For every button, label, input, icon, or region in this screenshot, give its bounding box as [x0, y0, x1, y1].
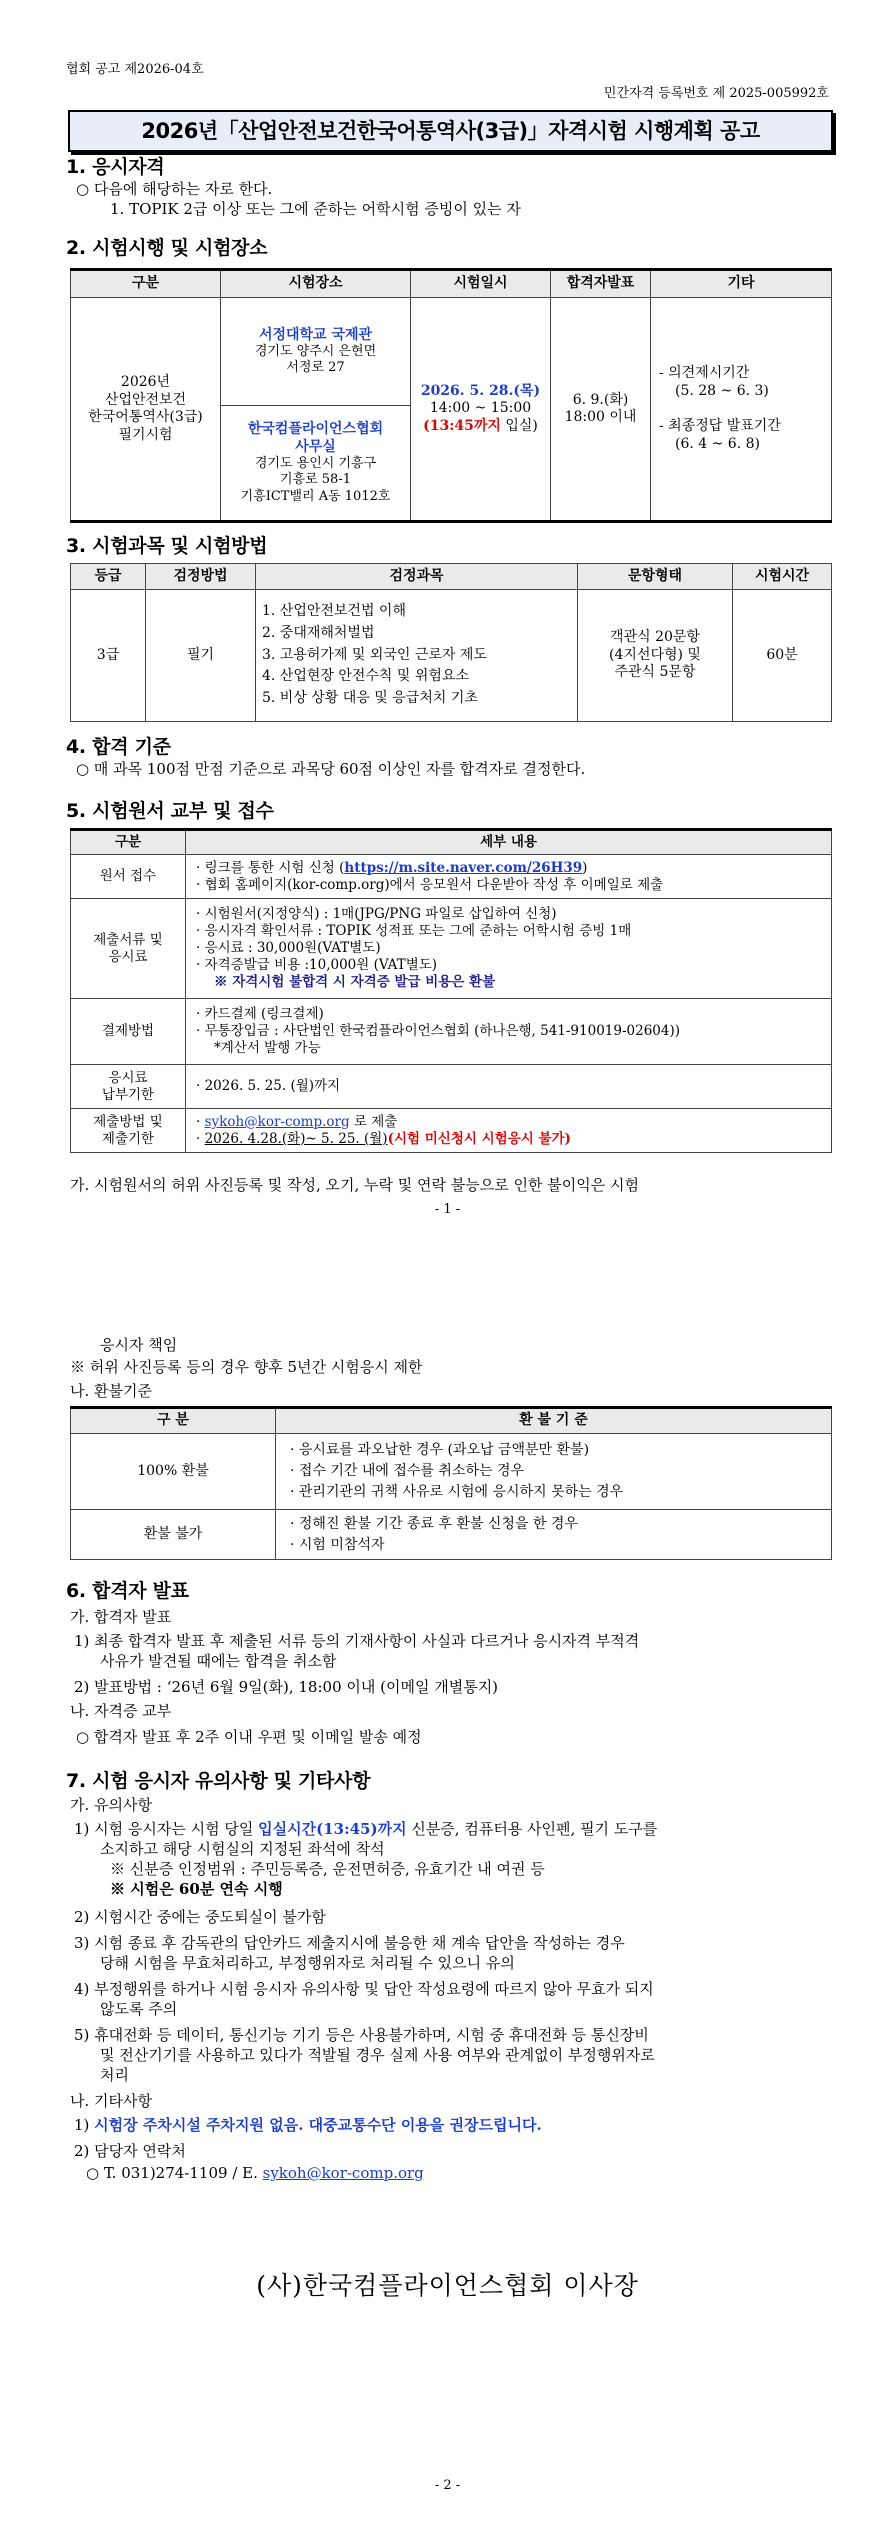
venue-1: 서정대학교 국제관 경기도 양주시 은현면 서정로 27 [221, 298, 411, 406]
r1-label: 원서 접수 [71, 855, 186, 899]
s7-b: 나. 기타사항 [70, 2092, 152, 2110]
s7-i4: 4) 부정행위를 하거나 시험 응시자 유의사항 및 답안 작성요령에 따르지 않아 무효가 되지 [74, 1980, 654, 1998]
r3-label: 결제방법 [71, 999, 186, 1065]
section-5-heading: 5. 시험원서 교부 및 접수 [66, 800, 274, 822]
s7-i3: 3) 시험 종료 후 감독관의 답안카드 제출지시에 불응한 채 계속 답안을 작성하는 경우 [74, 1934, 625, 1952]
s7-i5c: 처리 [100, 2066, 129, 2084]
th-duration: 시험시간 [733, 564, 832, 590]
refund-none-label: 환불 불가 [71, 1510, 276, 1560]
th-method: 검정방법 [146, 564, 256, 590]
th-etc: 기타 [651, 270, 832, 298]
section-2-heading: 2. 시험시행 및 시험장소 [66, 237, 268, 259]
method: 필기 [146, 590, 256, 722]
th-refund-criteria: 환 불 기 준 [276, 1408, 832, 1434]
etc-info: - 의견제시기간 (5. 28 ~ 6. 3) - 최종정답 발표기간 (6. 4 ~ 6. 8) [651, 298, 832, 522]
section-1-heading: 1. 응시자격 [66, 156, 165, 178]
r4-content: · 2026. 5. 25. (월)까지 [186, 1065, 832, 1109]
section-4-heading: 4. 합격 기준 [66, 736, 171, 758]
s6-b1: ○ 합격자 발표 후 2주 이내 우편 및 이메일 발송 예정 [76, 1728, 422, 1746]
r5-content: · sykoh@kor-comp.org 로 제출 · 2026. 4.28.(화)~ 5. 25. (월)(시험 미신청시 시험응시 불가) [186, 1109, 832, 1153]
th-grade: 등급 [71, 564, 146, 590]
r5-label: 제출방법 및 제출기한 [71, 1109, 186, 1153]
s1-line2: 1. TOPIK 2급 이상 또는 그에 준하는 어학시험 증빙이 있는 자 [110, 200, 521, 218]
s7-a: 가. 유의사항 [70, 1796, 152, 1814]
r2-content: · 시험원서(지정양식) : 1매(JPG/PNG 파일로 삽입하여 신청) · 응시자격 확인서류 : TOPIK 성적표 또는 그에 준하는 어학시험 증빙 1매 · 응시료 : 30,000원(VAT별도) · 자격증발급 비용 :10,000원 (VAT별도) ※ 자격시험 불합격 시 자격증 발급 비용은 환불 [186, 899, 832, 999]
s7-i5b: 및 전산기기를 사용하고 있다가 적발될 경우 실제 사용 여부와 관계없이 부정행위자로 [100, 2046, 655, 2064]
s7-i1c: ※ 신분증 인정범위 : 주민등록증, 운전면허증, 유효기간 내 여권 등 [110, 1860, 545, 1878]
th-refund-kind: 구 분 [71, 1408, 276, 1434]
refund-full-label: 100% 환불 [71, 1434, 276, 1510]
s6-a: 가. 합격자 발표 [70, 1608, 172, 1626]
th-kind: 구분 [71, 830, 186, 855]
application-table [70, 828, 832, 1153]
th-category: 구분 [71, 270, 221, 298]
s7-i1: 1) 시험 응시자는 시험 당일 입실시간(13:45)까지 신분증, 컴퓨터용 사인펜, 필기 도구를 [74, 1820, 658, 1838]
th-subjects: 검정과목 [256, 564, 578, 590]
p2-warning: ※ 허위 사진등록 등의 경우 향후 5년간 시험응시 제한 [70, 1358, 423, 1376]
section-7-heading: 7. 시험 응시자 유의사항 및 기타사항 [66, 1770, 371, 1792]
section-6-heading: 6. 합격자 발표 [66, 1580, 189, 1602]
exam-datetime: 2026. 5. 28.(목) 14:00 ~ 15:00 (13:45까지 입실) [411, 298, 551, 522]
s7-b2a: ○ T. 031)274-1109 / E. sykoh@kor-comp.org [86, 2164, 424, 2182]
duration: 60분 [733, 590, 832, 722]
r1-content: · 링크를 통한 시험 신청 (https://m.site.naver.com/26H39) · 협회 홈페이지(kor-comp.org)에서 응모원서 다운받아 작성 후 이메일로 제출 [186, 855, 832, 899]
refund-title: 나. 환불기준 [70, 1382, 152, 1400]
th-details: 세부 내용 [186, 830, 832, 855]
s7-i2: 2) 시험시간 중에는 중도퇴실이 불가함 [74, 1908, 326, 1926]
s7-i1b: 소지하고 해당 시험실의 지정된 좌석에 착석 [100, 1840, 385, 1858]
s1-line1: ○ 다음에 해당하는 자로 한다. [76, 180, 273, 198]
notice-number: 협회 공고 제2026-04호 [66, 62, 204, 77]
s6-a1: 1) 최종 합격자 발표 후 제출된 서류 등의 기재사항이 사실과 다르거나 응시자격 부적격 [74, 1632, 640, 1650]
s6-a1b: 사유가 발견될 때에는 합격을 취소함 [100, 1652, 337, 1670]
th-announce: 합격자발표 [551, 270, 651, 298]
apply-link[interactable]: https://m.site.naver.com/26H39 [344, 859, 583, 876]
s4-line: ○ 매 과목 100점 만점 기준으로 과목당 60점 이상인 자를 합격자로 결정한다. [76, 760, 586, 778]
question-format: 객관식 20문항 (4지선다형) 및 주관식 5문항 [578, 590, 733, 722]
submit-email-link[interactable]: sykoh@kor-comp.org [204, 1113, 350, 1130]
section-3-heading: 3. 시험과목 및 시험방법 [66, 535, 268, 557]
s7-i3b: 당해 시험을 무효처리하고, 부정행위자로 처리될 수 있으니 유의 [100, 1954, 515, 1972]
page-title: 2026년「산업안전보건한국어통역사(3급)」자격시험 시행계획 공고 [68, 110, 833, 152]
page-number-2: - 2 - [434, 2478, 461, 2493]
s7-i1d: ※ 시험은 60분 연속 시행 [110, 1880, 283, 1898]
th-datetime: 시험일시 [411, 270, 551, 298]
s6-a2: 2) 발표방법 : ‘26년 6월 9일(화), 18:00 이내 (이메일 개별통지) [74, 1678, 499, 1696]
exam-subjects-table [70, 563, 832, 722]
contact-email-link[interactable]: sykoh@kor-comp.org [262, 2164, 424, 2182]
s7-i5: 5) 휴대전화 등 데이터, 통신기능 기기 등은 사용불가하며, 시험 중 휴대전화 등 통신장비 [74, 2026, 649, 2044]
s7-b2: 2) 담당자 연락처 [74, 2142, 186, 2160]
p2-continue: 응시자 책임 [100, 1336, 178, 1354]
r3-content: · 카드결제 (링크결제) · 무통장입금 : 사단법인 한국컴플라이언스협회 (하나은행, 541-910019-02604)) *계산서 발행 가능 [186, 999, 832, 1065]
th-format: 문항형태 [578, 564, 733, 590]
s6-b: 나. 자격증 교부 [70, 1702, 172, 1720]
page-number-1: - 1 - [434, 1202, 461, 1217]
refund-full-items: · 응시료를 과오납한 경우 (과오납 금액분만 환불) · 접수 기간 내에 접수를 취소하는 경우 · 관리기관의 귀책 사유로 시험에 응시하지 못하는 경우 [276, 1434, 832, 1510]
th-venue: 시험장소 [221, 270, 411, 298]
refund-table [70, 1406, 832, 1560]
venue-2: 한국컴플라이언스협회 사무실 경기도 용인시 기흥구 기흥로 58-1 기흥ICT밸리 A동 1012호 [221, 406, 411, 522]
r4-label: 응시료 납부기한 [71, 1065, 186, 1109]
exam-schedule-table [70, 268, 832, 523]
s5-after-note: 가. 시험원서의 허위 사진등록 및 작성, 오기, 누락 및 연락 불능으로 인한 불이익은 시험 [70, 1176, 639, 1194]
exam-category: 2026년 산업안전보건 한국어통역사(3급) 필기시험 [71, 298, 221, 522]
s7-b1: 1) 시험장 주차시설 주차지원 없음. 대중교통수단 이용을 권장드립니다. [74, 2116, 542, 2134]
s7-i4b: 않도록 주의 [100, 2000, 178, 2018]
subjects-list: 1. 산업안전보건법 이해 2. 중대재해처벌법 3. 고용허가제 및 외국인 근로자 제도 4. 산업현장 안전수칙 및 위험요소 5. 비상 상황 대응 및 응급처치 기초 [256, 590, 578, 722]
registration-number: 민간자격 등록번호 제 2025-005992호 [603, 86, 829, 101]
refund-none-items: · 정해진 환불 기간 종료 후 환불 신청을 한 경우 · 시험 미참석자 [276, 1510, 832, 1560]
signature: (사)한국컴플라이언스협회 이사장 [256, 2271, 639, 2300]
grade: 3급 [71, 590, 146, 722]
r2-label: 제출서류 및 응시료 [71, 899, 186, 999]
announce-date: 6. 9.(화) 18:00 이내 [551, 298, 651, 522]
